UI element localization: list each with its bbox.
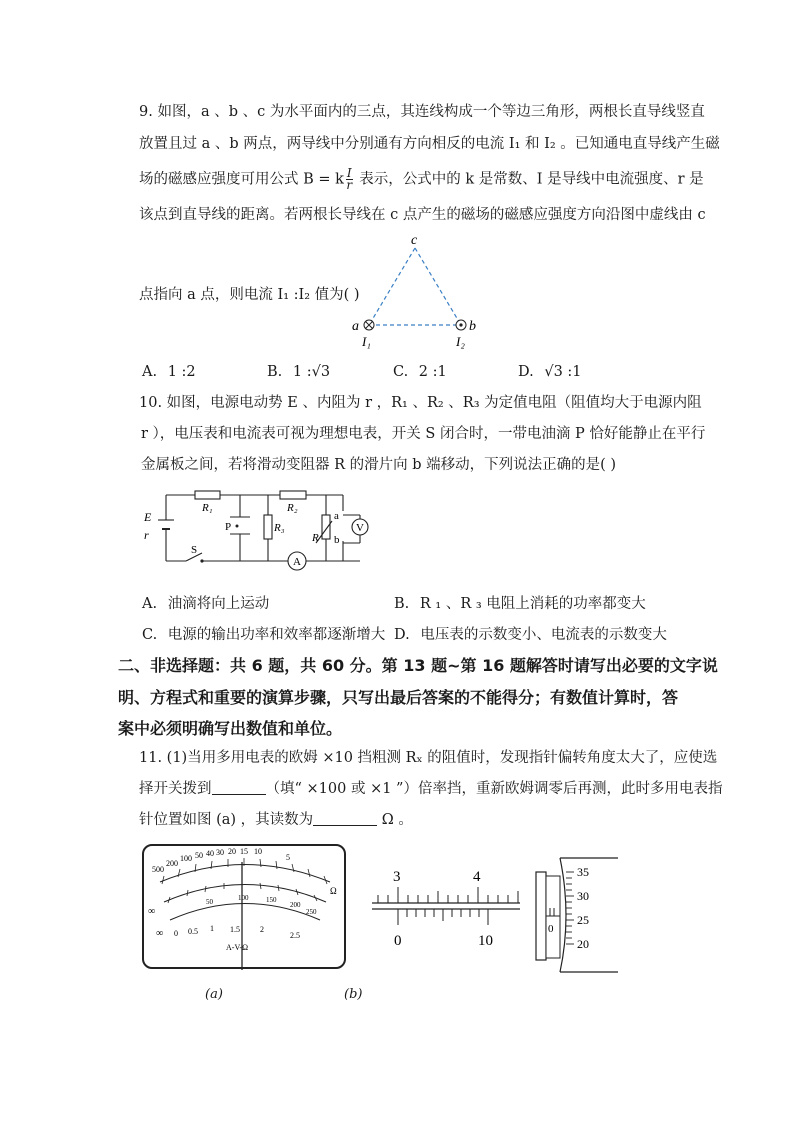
left-infinity-mark-2: ∞ (156, 928, 164, 939)
ohm-tick-10: 10 (254, 847, 262, 856)
fraction-numerator: I (346, 166, 352, 180)
ohm-tick-40: 40 (206, 849, 214, 858)
figure-b-caption: (b) (344, 987, 363, 1002)
ohm-tick-100: 100 (180, 854, 192, 863)
q9-line-4: 该点到直导线的距离。若两根长导线在 c 点产生的磁场的磁感应强度方向沿图中虚线由 c (139, 207, 706, 223)
caliper-main-3: 3 (393, 869, 401, 885)
mid-tick-250: 250 (306, 908, 317, 916)
q11-line-2 (139, 779, 722, 799)
answer-blank-2[interactable] (313, 811, 377, 826)
q9-option-d[interactable] (518, 364, 582, 380)
option-label: A. (142, 596, 158, 612)
micrometer-tick-30: 30 (577, 889, 589, 903)
label-S: S (191, 544, 198, 556)
figure-a-caption: (a) (205, 987, 223, 1002)
label-R1: R₁ (202, 502, 213, 514)
ohm-tick-500: 500 (152, 865, 164, 874)
q11-line-2-post: （填“ ×100 或 ×1 ”）倍率挡，重新欧姆调零后再测，此时多用电表指 (265, 781, 723, 797)
left-infinity-mark-1: ∞ (148, 906, 156, 917)
lower-tick-2: 2 (260, 925, 264, 934)
caliper-vernier-0: 0 (394, 933, 402, 949)
point-a-label: a (352, 319, 359, 334)
ohm-tick-5: 5 (286, 853, 290, 862)
option-text: 油滴将向上运动 (167, 596, 270, 612)
option-label: C. (393, 364, 409, 380)
label-R2: R₂ (287, 502, 298, 514)
label-V: V (356, 522, 364, 534)
label-R: R (312, 532, 319, 544)
section-2-heading-line-3: 案中必须明确写出数值和单位。 (118, 719, 343, 738)
formula-fraction (346, 168, 353, 191)
q9-option-c[interactable] (393, 364, 447, 380)
point-b-label: b (469, 319, 476, 334)
dial-label: A-V-Ω (226, 943, 249, 952)
mid-tick-50: 50 (206, 898, 213, 906)
option-label: A. (142, 364, 158, 380)
q9-line-5: 点指向 a 点，则电流 I₁ :I₂ 值为( ) (139, 287, 360, 303)
option-text: 2 :1 (418, 364, 447, 380)
q9-line-2: 放置且过 a 、b 两点，两导线中分别通有方向相反的电流 I₁ 和 I₂ 。已知通电直导线产生磁 (139, 136, 720, 152)
label-P: P (225, 521, 232, 533)
caliper-vernier-10: 10 (478, 933, 493, 949)
vernier-caliper-figure (368, 855, 528, 955)
option-label: B. (267, 364, 283, 380)
micrometer-figure (532, 852, 632, 977)
option-label: D. (394, 627, 410, 643)
triangle-figure (345, 232, 495, 352)
wire-b-out-of-page-icon (456, 320, 466, 330)
q9-option-a[interactable] (142, 364, 196, 380)
section-2-heading-line-2: 明、方程式和重要的演算步骤，只写出最后答案的不能得分；有数值计算时，答 (118, 688, 679, 707)
q10-option-a[interactable] (142, 592, 269, 613)
label-R3: R₃ (274, 522, 285, 534)
q11-line-3-post: Ω 。 (377, 812, 413, 828)
q11-line-1: 11. (1)当用多用电表的欧姆 ×10 挡粗测 Rₓ 的阻值时，发现指针偏转角度太大了，应使选 (139, 750, 718, 766)
micrometer-tick-35: 35 (577, 865, 589, 879)
option-text: R ₁ 、R ₃ 电阻上消耗的功率都变大 (419, 596, 646, 612)
q10-option-c[interactable] (142, 623, 385, 644)
option-label: B. (394, 596, 410, 612)
current-i1-label: I₁ (362, 334, 371, 349)
q9-option-b[interactable] (267, 364, 330, 380)
option-text: 1 :√3 (292, 364, 331, 380)
circuit-diagram (140, 487, 380, 577)
label-E: E (144, 510, 152, 524)
ohm-tick-200: 200 (166, 859, 178, 868)
micrometer-zero: 0 (548, 923, 554, 935)
caliper-main-4: 4 (473, 869, 481, 885)
lower-tick-0: 0 (174, 929, 178, 938)
q10-line-3: 金属板之间，若将滑动变阻器 R 的滑片向 b 端移动，下列说法正确的是( ) (141, 457, 617, 473)
ohm-tick-20: 20 (228, 847, 236, 856)
mid-tick-100: 100 (238, 894, 249, 902)
section-2-heading-line-1: 二、非选择题：共 6 题，共 60 分。第 13 题~第 16 题解答时请写出必要的文字说 (118, 656, 718, 675)
current-i2-label: I₂ (456, 334, 465, 349)
ohm-tick-15: 15 (240, 847, 248, 856)
option-label: C. (142, 627, 158, 643)
fraction-denominator: r (346, 178, 353, 192)
lower-tick-1: 1 (210, 924, 214, 933)
q10-option-b[interactable] (394, 592, 646, 613)
option-text: √3 :1 (544, 364, 582, 380)
wire-a-into-page-icon (364, 320, 374, 330)
label-A: A (293, 556, 301, 568)
option-text: 电源的输出功率和效率都逐渐增大 (167, 627, 386, 643)
q9-line-3 (139, 168, 704, 191)
q9-line-3-post: 表示，公式中的 k 是常数、I 是导线中电流强度、r 是 (354, 171, 704, 188)
q11-line-3 (139, 810, 413, 830)
label-b: b (334, 534, 340, 546)
q11-line-2-pre: 择开关拨到 (139, 781, 212, 797)
mid-tick-200: 200 (290, 901, 301, 909)
option-text: 电压表的示数变小、电流表的示数变大 (420, 627, 667, 643)
q10-line-2: r ），电压表和电流表可视为理想电表，开关 S 闭合时，一带电油滴 P 恰好能静止在平行 (141, 426, 706, 442)
q10-option-d[interactable] (394, 623, 667, 644)
answer-blank-1[interactable] (212, 780, 266, 795)
mid-tick-150: 150 (266, 896, 277, 904)
lower-tick-2.5: 2.5 (290, 931, 300, 940)
q10-line-1: 10. 如图，电源电动势 E 、内阻为 r ，R₁ 、R₂ 、R₃ 为定值电阻（阻值均大于电源内阻 (139, 395, 702, 411)
q11-line-3-pre: 针位置如图 (a) ，其读数为 (139, 812, 314, 828)
q9-line-3-pre: 场的磁感应强度可用公式 B = k (139, 171, 344, 188)
ohm-tick-50: 50 (195, 851, 203, 860)
label-a: a (334, 510, 339, 522)
option-text: 1 :2 (167, 364, 196, 380)
q9-line-1: 9. 如图，a 、b 、c 为水平面内的三点，其连线构成一个等边三角形，两根长直导线竖直 (139, 104, 705, 120)
micrometer-tick-20: 20 (577, 937, 589, 951)
lower-tick-1.5: 1.5 (230, 925, 240, 934)
ohm-tick-30: 30 (216, 848, 224, 857)
omega-symbol: Ω (330, 886, 337, 896)
label-r: r (144, 528, 149, 542)
option-label: D. (518, 364, 534, 380)
multimeter-dial-figure (140, 842, 350, 972)
micrometer-tick-25: 25 (577, 913, 589, 927)
point-c-label: c (411, 233, 418, 248)
lower-tick-0.5: 0.5 (188, 927, 198, 936)
